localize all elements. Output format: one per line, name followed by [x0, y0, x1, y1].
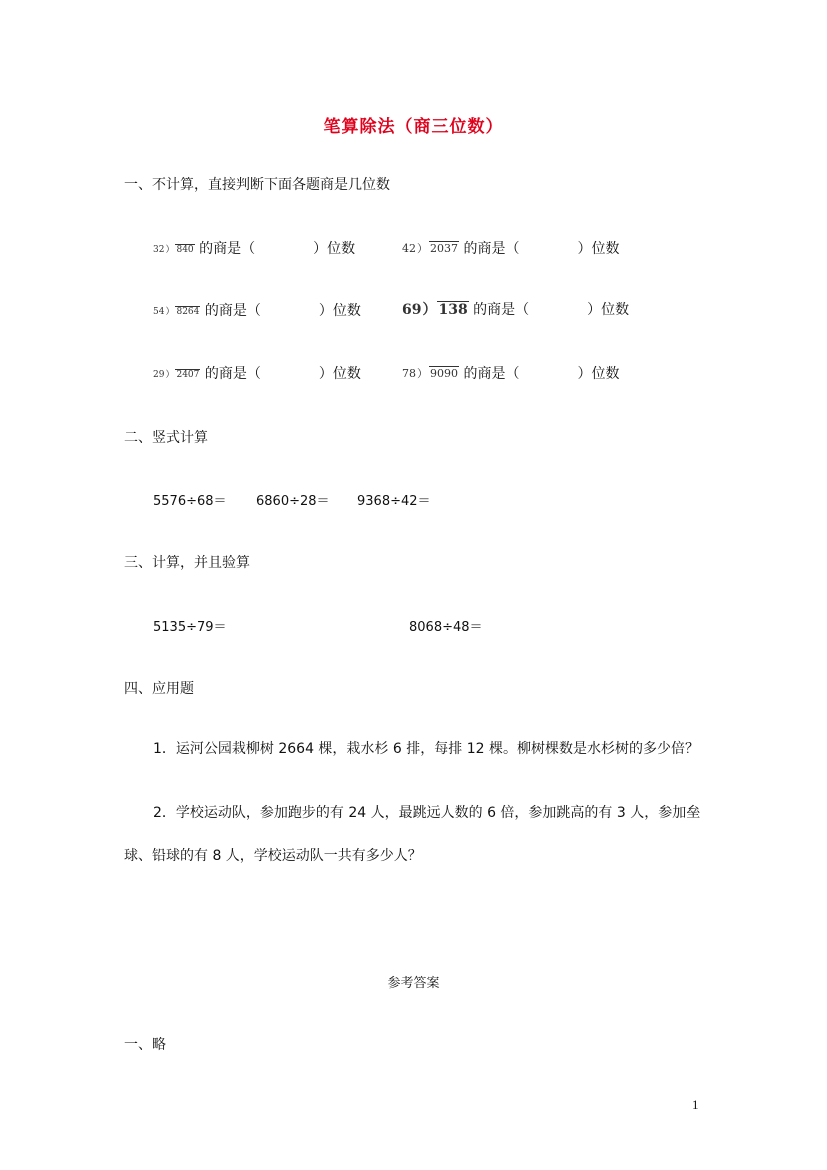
division-expression: 32） 840 — [153, 244, 194, 255]
section-1-heading: 一、不计算，直接判断下面各题商是几位数 — [124, 177, 390, 193]
section-2-heading: 二、竖式计算 — [124, 430, 208, 446]
quotient-question-2: 42） 2037 的商是（ ）位数 — [402, 241, 620, 257]
quotient-question-5: 29） 2407 的商是（ ）位数 — [153, 366, 361, 382]
word-problem-1: 1．运河公园栽柳树 2664 棵，栽水杉 6 排，每排 12 棵。柳树棵数是水杉树的多少倍？ — [153, 741, 699, 757]
section-4-heading: 四、应用题 — [124, 681, 194, 697]
page-title: 笔算除法（商三位数） — [323, 117, 504, 137]
vertical-calc-problem-1: 5576÷68＝ — [153, 494, 227, 509]
division-expression: 69） 138 — [402, 302, 468, 318]
vertical-calc-problem-2: 6860÷28＝ — [256, 494, 330, 509]
word-problem-2-line-1: 2．学校运动队，参加跑步的有 24 人，最跳远人数的 6 倍，参加跳高的有 3 人，参加垒 — [153, 805, 701, 821]
page-number: 1 — [692, 1097, 699, 1112]
section-3-heading: 三、计算，并且验算 — [124, 555, 250, 571]
quotient-question-6: 78） 9090 的商是（ ）位数 — [402, 366, 620, 382]
answer-section-1: 一、略 — [124, 1037, 166, 1053]
division-expression: 54） 8264 — [153, 306, 200, 317]
quotient-question-4: 69） 138 的商是（ ）位数 — [402, 299, 629, 319]
answer-key-title: 参考答案 — [387, 976, 440, 991]
quotient-question-1: 32） 840 的商是（ ）位数 — [153, 241, 356, 257]
division-expression: 42） 2037 — [402, 242, 458, 255]
division-expression: 29） 2407 — [153, 369, 200, 380]
quotient-question-3: 54） 8264 的商是（ ）位数 — [153, 303, 361, 319]
verify-problem-2: 8068÷48＝ — [409, 620, 483, 635]
word-problem-2-line-2: 球、铅球的有 8 人，学校运动队一共有多少人？ — [124, 848, 422, 864]
verify-problem-1: 5135÷79＝ — [153, 620, 227, 635]
vertical-calc-problem-3: 9368÷42＝ — [357, 494, 431, 509]
division-expression: 78） 9090 — [402, 367, 458, 380]
